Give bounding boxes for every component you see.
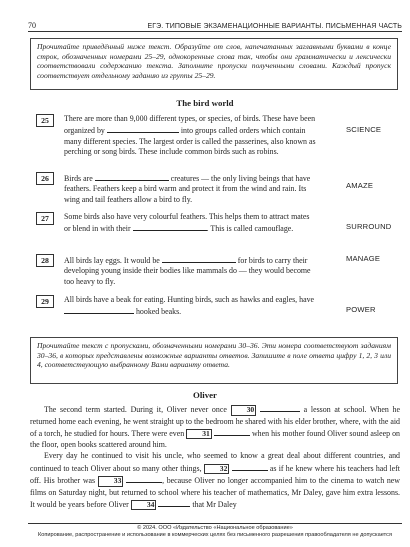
task-text: Birds are creatures — the only living beings that have feathers. Feathers keep a bird warm and protect it from the wind and rain. Its wing and tail feathers allow a bird to fly. (64, 174, 311, 204)
paragraph-1: The second term started. During it, Oliver never once 30 a lesson at school. When he returned home each evening, he went straight up to the bedroom he shared with his elder brother, where, with the aid of a torch, he studied for hours. There were even 31 when his mother found Oliver sound asleep on the floor, open books scattered around him. (30, 405, 400, 450)
header-rule (28, 31, 402, 32)
task-text: All birds have a beak for eating. Hunting birds, such as hawks and eagles, have hooked beaks. (64, 295, 315, 317)
answer-gap[interactable] (133, 222, 207, 231)
keyword: SURROUND (346, 222, 392, 231)
gap-number-32: 32 (204, 464, 230, 475)
answer-gap[interactable] (158, 498, 190, 507)
answer-gap[interactable] (64, 305, 134, 314)
answer-gap[interactable] (260, 403, 300, 412)
page-number: 70 (28, 21, 36, 30)
answer-gap[interactable] (214, 427, 250, 436)
answer-gap[interactable] (95, 172, 169, 181)
page-header (28, 18, 402, 30)
section-title-oliver: Oliver (193, 390, 217, 400)
copyright-notice: Копирование, распространение и использование в коммерческих целях без письменного разрешения правообладателя не допускается (38, 532, 392, 538)
gap-number-31: 31 (186, 429, 212, 440)
keyword: SCIENCE (346, 125, 382, 134)
task-text: All birds lay eggs. It would be for birds to carry their developing young inside their bodies like mammals do — they would become too heavy to fly. (64, 256, 311, 286)
gap-number-30: 30 (231, 405, 257, 416)
task-number: 25 (36, 114, 54, 127)
keyword: MANAGE (346, 254, 381, 263)
answer-gap[interactable] (107, 124, 179, 133)
oliver-text (30, 403, 400, 510)
answer-gap[interactable] (232, 462, 268, 471)
gap-number-33: 33 (98, 476, 124, 487)
running-title: ЕГЭ. ТИПОВЫЕ ЭКЗАМЕНАЦИОННЫЕ ВАРИАНТЫ. ПИСЬМЕННАЯ ЧАСТЬ (147, 23, 402, 30)
keyword: AMAZE (346, 181, 374, 190)
task-number: 29 (36, 295, 54, 308)
task-number: 26 (36, 172, 54, 185)
copyright-line: © 2024. ООО «Издательство «Национальное образование» (137, 525, 293, 531)
paragraph-2: Every day he continued to visit his uncle, who seemed to know a great deal about different countries, and continued to teach Oliver about so many other things, 32 as if he knew where his teachers had left off. His brother was 33 , because Oliver no longer accompanied him to the cinema to watch new films on Saturday night, but returned to school where his teacher of mathematics, Mr Daley, gave him extra lessons. It would be years before Oliver 34 that Mr Daley (30, 451, 400, 509)
answer-gap[interactable] (126, 474, 162, 483)
keyword: POWER (346, 305, 376, 314)
task-number: 27 (36, 212, 54, 225)
answer-gap[interactable] (162, 254, 236, 263)
task-number: 28 (36, 254, 54, 267)
section-title-bird-world: The bird world (176, 98, 234, 108)
task-text: Some birds also have very colourful feathers. This helps them to attract mates or blend in with their . This is called camouflage. (64, 212, 310, 234)
task-text: There are more than 9,000 different types, or species, of birds. These have been organized by into groups called orders which contain many different species. The largest order is called the passerines, also known as perching or song birds. These include common birds such as robins. (64, 114, 316, 156)
instructions-box-2: Прочитайте текст с пропусками, обозначенными номерами 30–36. Эти номера соответствуют заданиям 30–36, в которых представлены возможные варианты ответов. Запишите в поле ответа цифру 1, 2, 3 или 4, соответствующую выбранному Вами варианту ответа. (30, 337, 398, 384)
gap-number-34: 34 (131, 500, 157, 511)
instructions-box-1: Прочитайте приведённый ниже текст. Образуйте от слов, напечатанных заглавными буквами в конце строк, обозначенных номерами 25–29, однокоренные слова так, чтобы они грамматически и лексически соответствовали содержанию текста. Заполните пропуски полученными словами. Каждый пропуск соответствует отдельному заданию из группы 25–29. (30, 38, 398, 90)
page-footer (28, 523, 402, 539)
